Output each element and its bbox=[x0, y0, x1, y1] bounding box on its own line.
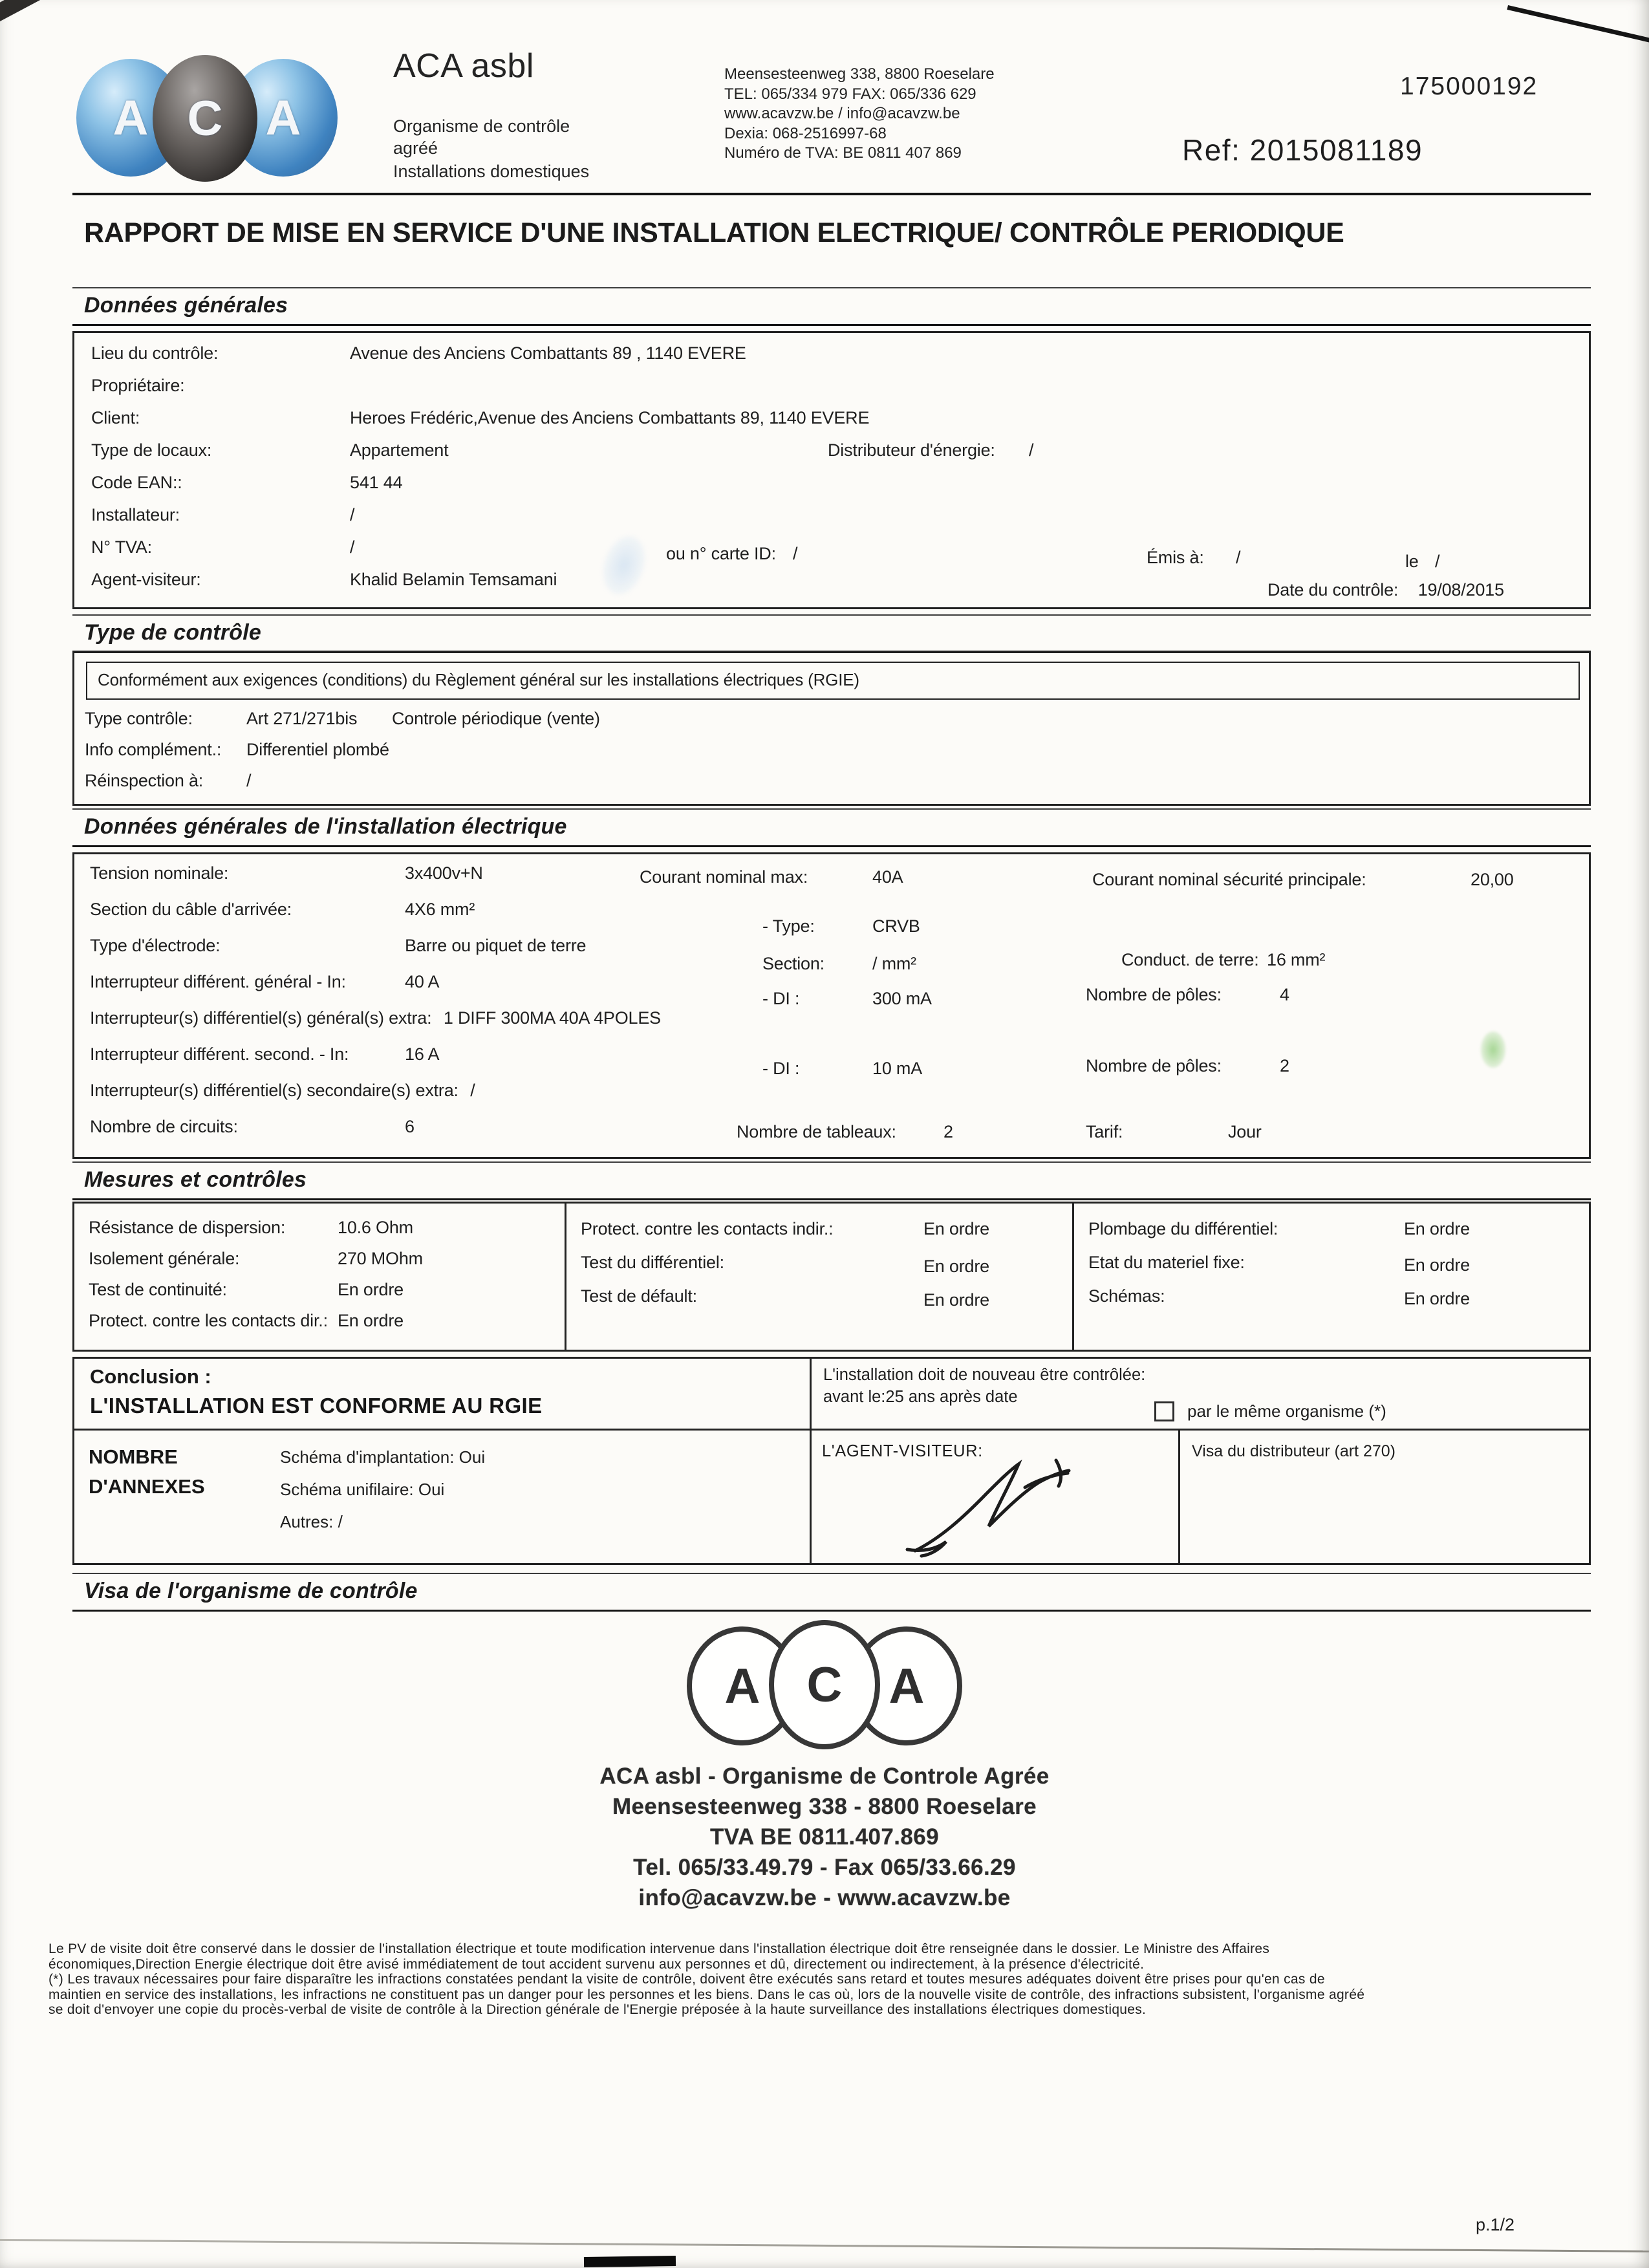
field-label: Résistance de dispersion: bbox=[89, 1218, 286, 1237]
field-value: 300 mA bbox=[872, 989, 932, 1008]
agent-signature-cell bbox=[812, 1431, 1180, 1565]
row-nombre-circuits bbox=[90, 1117, 1589, 1153]
field-label: Réinspection à: bbox=[85, 771, 204, 790]
stamp-letter: A bbox=[724, 1658, 760, 1714]
agent-visiteur-label: L'AGENT-VISITEUR: bbox=[822, 1442, 983, 1460]
recheck-cell bbox=[812, 1359, 1589, 1429]
field-label: Conduct. de terre: bbox=[1121, 950, 1259, 969]
legal-footnote bbox=[48, 1941, 1633, 2018]
field-value: / bbox=[1435, 552, 1440, 571]
field-label: Section du câble d'arrivée: bbox=[90, 900, 292, 919]
annexes-list bbox=[244, 1431, 485, 1565]
field-value: 40 A bbox=[405, 972, 440, 991]
field-value: / mm² bbox=[872, 954, 916, 973]
contact-line: Dexia: 068-2516997-68 bbox=[724, 124, 887, 142]
field-value: Differentiel plombé bbox=[246, 740, 389, 759]
field-value: 10 mA bbox=[872, 1059, 923, 1078]
field-label: Lieu du contrôle: bbox=[91, 343, 219, 363]
section-box-installation bbox=[72, 852, 1591, 1159]
page-title: RAPPORT DE MISE EN SERVICE D'UNE INSTALLATION ELECTRIQUE/ CONTRÔLE PERIODIQUE bbox=[84, 217, 1344, 248]
scan-artifact-top-right-line bbox=[1507, 5, 1649, 45]
field-value: / bbox=[246, 771, 252, 790]
checkbox-label: par le même organisme (*) bbox=[1187, 1401, 1386, 1421]
field-value: 19/08/2015 bbox=[1417, 580, 1504, 599]
field-label: Installateur: bbox=[91, 505, 180, 524]
field-value: Controle périodique (vente) bbox=[392, 709, 600, 728]
row-test-defaut bbox=[581, 1286, 1072, 1320]
field-value: 4 bbox=[1280, 985, 1289, 1004]
annexe-item: Schéma unifilaire: Oui bbox=[280, 1480, 445, 1499]
field-value: En ordre bbox=[338, 1280, 404, 1299]
field-value: 270 MOhm bbox=[338, 1249, 423, 1268]
row-proprietaire bbox=[91, 376, 1589, 408]
field-label: Test de défault: bbox=[581, 1286, 697, 1306]
field-value: 6 bbox=[405, 1117, 415, 1136]
section-box-type-de-controle bbox=[72, 651, 1591, 806]
section-box-donnees-generales bbox=[72, 331, 1591, 609]
footnote-line: Le PV de visite doit être conservé dans le dossier de l'installation électrique et toute modification intervenue dans l'installation électrique doit être renseignée dans le dossier. Le Ministre des Affaires bbox=[48, 1941, 1270, 1956]
field-value: 20,00 bbox=[1471, 870, 1514, 889]
scan-artifact-top-left bbox=[0, 0, 43, 23]
field-label: Nombre de pôles: bbox=[1086, 1056, 1222, 1075]
field-label: Nombre de pôles: bbox=[1086, 985, 1222, 1004]
field-label: Section: bbox=[762, 954, 824, 973]
same-organisme-option bbox=[1154, 1401, 1386, 1421]
field-value: Appartement bbox=[350, 440, 449, 460]
section-heading-mesures: Mesures et contrôles bbox=[72, 1161, 1591, 1200]
row-lieu-du-controle bbox=[91, 343, 1589, 376]
row-installateur bbox=[91, 505, 1589, 537]
field-value: / bbox=[350, 505, 355, 524]
stamp-letter: A bbox=[889, 1658, 925, 1714]
field-value: / bbox=[793, 544, 798, 563]
conclusion-statement: L'INSTALLATION EST CONFORME AU RGIE bbox=[90, 1394, 543, 1418]
row-etat-materiel-fixe bbox=[1088, 1253, 1589, 1286]
annexe-item: Schéma d'implantation: Oui bbox=[280, 1447, 486, 1467]
field-label: Courant nominal max: bbox=[640, 867, 808, 887]
scan-artifact-bottom-bar bbox=[584, 2256, 676, 2267]
contact-line: TEL: 065/334 979 FAX: 065/336 629 bbox=[724, 85, 976, 103]
footnote-line: (*) Les travaux nécessaires pour faire disparaître les infractions constatées pendant la visite de contrôle, doivent être exécutés sans retard et toutes mesures adéquates doivent être prises pour qu'en cas de bbox=[48, 1972, 1325, 1987]
field-label: Date du contrôle: bbox=[1267, 580, 1399, 599]
field-label: Schémas: bbox=[1088, 1286, 1165, 1306]
mesures-column-1 bbox=[74, 1204, 566, 1350]
field-label: Agent-visiteur: bbox=[91, 570, 201, 589]
field-label: Nombre de tableaux: bbox=[737, 1122, 896, 1141]
row-type-de-locaux bbox=[91, 440, 1589, 473]
scan-artifact-bottom-edge bbox=[0, 2239, 1649, 2252]
org-name: ACA asbl bbox=[393, 47, 534, 85]
field-value: En ordre bbox=[338, 1311, 404, 1330]
conclusion-title: Conclusion : bbox=[90, 1365, 211, 1388]
field-label: Protect. contre les contacts indir.: bbox=[581, 1219, 834, 1238]
field-value: / bbox=[470, 1081, 475, 1100]
row-type-controle bbox=[85, 709, 1589, 740]
field-label: Nombre de circuits: bbox=[90, 1117, 238, 1136]
footnote-line: économiques,Direction Energie électrique doit être avisé immédiatement de tout accident survenu aux personnes et dû, directement ou indirectement, à la présence d'électricité. bbox=[48, 1956, 1145, 1972]
field-label: Type de locaux: bbox=[91, 440, 212, 460]
field-value: Heroes Frédéric,Avenue des Anciens Combattants 89, 1140 EVERE bbox=[350, 408, 870, 427]
field-label: ou n° carte ID: bbox=[666, 544, 776, 563]
row-date-du-controle bbox=[1267, 580, 1504, 599]
annexes-title-line: NOMBRE bbox=[89, 1445, 178, 1468]
row-differentiel-general-extra bbox=[90, 1008, 1589, 1044]
field-value: En ordre bbox=[1404, 1219, 1470, 1238]
field-value: CRVB bbox=[872, 916, 920, 936]
row-resistance-dispersion bbox=[89, 1218, 565, 1249]
row-protect-contacts-indir bbox=[581, 1219, 1072, 1253]
row-interrupteur-second bbox=[90, 1044, 1589, 1081]
stamp-ellipse-middle bbox=[769, 1620, 880, 1749]
conclusion-row-1 bbox=[74, 1359, 1589, 1431]
row-schemas bbox=[1088, 1286, 1589, 1320]
org-subtitle: Organisme de contrôle agréé bbox=[393, 116, 570, 158]
conclusion-table bbox=[72, 1357, 1591, 1565]
field-label: Isolement générale: bbox=[89, 1249, 240, 1268]
recheck-line: L'installation doit de nouveau être contrôlée: bbox=[823, 1366, 1146, 1384]
visa-distributeur-cell bbox=[1180, 1431, 1589, 1565]
mesures-column-3 bbox=[1074, 1204, 1589, 1350]
field-label: Plombage du différentiel: bbox=[1088, 1219, 1278, 1238]
field-label: Etat du materiel fixe: bbox=[1088, 1253, 1245, 1272]
annexe-item: Autres: / bbox=[280, 1512, 343, 1531]
row-plombage-differentiel bbox=[1088, 1219, 1589, 1253]
field-label: Courant nominal sécurité principale: bbox=[1092, 870, 1366, 889]
document-number: 175000192 bbox=[1400, 72, 1538, 100]
footnote-line: se doit d'envoyer une copie du procès-verbal de visite de contrôle à la Direction générale de l'Energie préposée à la haute surveillance des installations électriques domestiques. bbox=[48, 2002, 1147, 2017]
row-test-differentiel bbox=[581, 1253, 1072, 1286]
logo-letter: A bbox=[113, 90, 149, 146]
field-label: Distributeur d'énergie: bbox=[828, 440, 995, 460]
section-heading-type-de-controle: Type de contrôle bbox=[72, 614, 1591, 653]
footnote-line: maintien en service des installations, les infractions ne constituent pas un danger pour les personnes et les biens. Dans le cas où, lors de la nouvelle visite de contrôle, des infractions subsistent, l'organisme agréé bbox=[48, 1987, 1365, 2002]
logo-letter: C bbox=[187, 91, 223, 146]
row-type-electrode bbox=[90, 936, 1589, 972]
organisme-stamp bbox=[372, 1620, 1277, 1913]
row-tva bbox=[91, 537, 1589, 570]
field-label: Protect. contre les contacts dir.: bbox=[89, 1311, 328, 1330]
field-value: En ordre bbox=[1404, 1255, 1470, 1275]
visa-distributeur-label: Visa du distributeur (art 270) bbox=[1192, 1442, 1396, 1460]
stamp-logo-icon bbox=[687, 1620, 962, 1751]
org-subtitle-2: Installations domestiques bbox=[393, 162, 590, 181]
logo-letter: A bbox=[265, 90, 301, 146]
field-label: Info complément.: bbox=[85, 740, 222, 759]
checkbox-icon[interactable] bbox=[1154, 1401, 1174, 1421]
field-value: En ordre bbox=[1404, 1289, 1470, 1308]
stamp-line: TVA BE 0811.407.869 bbox=[710, 1824, 939, 1850]
mesures-column-2 bbox=[566, 1204, 1074, 1350]
field-value: Jour bbox=[1228, 1122, 1262, 1141]
contact-line: Meensesteenweg 338, 8800 Roeselare bbox=[724, 65, 995, 83]
field-label: Tension nominale: bbox=[90, 863, 229, 883]
field-value: Avenue des Anciens Combattants 89 , 1140 EVERE bbox=[350, 343, 746, 363]
field-label: Émis à: bbox=[1147, 548, 1204, 567]
stamp-text bbox=[372, 1761, 1277, 1913]
field-label: - DI : bbox=[762, 989, 800, 1008]
field-label: - Type: bbox=[762, 916, 815, 936]
field-value: 2 bbox=[1280, 1056, 1289, 1075]
recheck-line: avant le:25 ans après date bbox=[823, 1388, 1018, 1406]
stamp-line: ACA asbl - Organisme de Controle Agrée bbox=[599, 1764, 1050, 1789]
field-value: 4X6 mm² bbox=[405, 900, 475, 919]
section-heading-installation: Données générales de l'installation électrique bbox=[72, 808, 1591, 847]
row-differentiel-secondaire-extra bbox=[90, 1081, 1589, 1117]
row-interrupteur-general bbox=[90, 972, 1589, 1008]
header-divider bbox=[72, 193, 1591, 195]
stamp-line: Meensesteenweg 338 - 8800 Roeselare bbox=[612, 1794, 1037, 1819]
field-value: 1 DIFF 300MA 40A 4POLES bbox=[443, 1008, 661, 1028]
annexes-title bbox=[74, 1431, 244, 1565]
field-label: - DI : bbox=[762, 1059, 800, 1078]
section-heading-visa: Visa de l'organisme de contrôle bbox=[72, 1573, 1591, 1612]
field-label: Type d'électrode: bbox=[90, 936, 221, 955]
section-heading-donnees-generales: Données générales bbox=[72, 287, 1591, 326]
contact-block bbox=[724, 65, 995, 164]
stamp-line: Tel. 065/33.49.79 - Fax 065/33.66.29 bbox=[633, 1855, 1016, 1880]
field-value: / bbox=[1236, 548, 1241, 567]
conclusion-cell bbox=[74, 1359, 812, 1429]
field-value: En ordre bbox=[923, 1257, 989, 1276]
field-value: 541 44 bbox=[350, 473, 403, 492]
field-value: En ordre bbox=[923, 1290, 989, 1310]
field-label: Client: bbox=[91, 408, 140, 427]
agent-signature bbox=[896, 1447, 1096, 1564]
contact-line: Numéro de TVA: BE 0811 407 869 bbox=[724, 144, 962, 162]
reference-number: Ref: 2015081189 bbox=[1182, 133, 1423, 167]
scan-artifact-green-smudge bbox=[1481, 1031, 1505, 1068]
field-value: Art 271/271bis bbox=[246, 709, 358, 728]
field-value: / bbox=[350, 537, 355, 557]
row-protect-contacts-dir bbox=[89, 1311, 565, 1342]
field-label: Test du différentiel: bbox=[581, 1253, 724, 1272]
field-value: 40A bbox=[872, 867, 903, 887]
field-label: Interrupteur(s) différentiel(s) général(s) extra: bbox=[90, 1008, 432, 1028]
field-value: 3x400v+N bbox=[405, 863, 483, 883]
annexes-cell bbox=[74, 1431, 812, 1565]
field-value: 2 bbox=[943, 1122, 953, 1141]
row-test-continuite bbox=[89, 1280, 565, 1311]
field-value: Khalid Belamin Temsamani bbox=[350, 570, 557, 589]
page-number: p.1/2 bbox=[1476, 2215, 1515, 2234]
aca-logo-icon bbox=[76, 55, 335, 178]
row-reinspection bbox=[85, 771, 1589, 802]
contact-line: www.acavzw.be / info@acavzw.be bbox=[724, 105, 960, 122]
field-value: Barre ou piquet de terre bbox=[405, 936, 587, 955]
logo-ellipse-middle bbox=[153, 55, 257, 182]
section-box-mesures bbox=[72, 1202, 1591, 1352]
conclusion-row-2 bbox=[74, 1431, 1589, 1565]
field-label: Interrupteur différent. second. - In: bbox=[90, 1044, 349, 1064]
row-tension-nominale bbox=[90, 863, 1589, 900]
field-label: Interrupteur(s) différentiel(s) secondaire(s) extra: bbox=[90, 1081, 458, 1100]
annexes-title-line: D'ANNEXES bbox=[89, 1475, 205, 1498]
field-value: 10.6 Ohm bbox=[338, 1218, 413, 1237]
field-label: Code EAN:: bbox=[91, 473, 182, 492]
field-label: le bbox=[1405, 552, 1419, 571]
field-value: En ordre bbox=[923, 1219, 989, 1238]
field-value: 16 mm² bbox=[1267, 950, 1326, 969]
field-label: N° TVA: bbox=[91, 537, 152, 557]
stamp-letter: C bbox=[806, 1657, 843, 1712]
field-label: Interrupteur différent. général - In: bbox=[90, 972, 346, 991]
row-code-ean bbox=[91, 473, 1589, 505]
field-label: Test de continuité: bbox=[89, 1280, 227, 1299]
field-label: Type contrôle: bbox=[85, 709, 193, 728]
row-isolement-generale bbox=[89, 1249, 565, 1280]
field-value: 16 A bbox=[405, 1044, 440, 1064]
row-client bbox=[91, 408, 1589, 440]
stamp-line: info@acavzw.be - www.acavzw.be bbox=[638, 1885, 1011, 1910]
field-value: / bbox=[1029, 440, 1034, 460]
conformity-note: Conformément aux exigences (conditions) du Règlement général sur les installations électriques (RGIE) bbox=[86, 662, 1580, 700]
tc-rows bbox=[85, 709, 1589, 802]
field-label: Propriétaire: bbox=[91, 376, 185, 395]
row-section-cable bbox=[90, 900, 1589, 936]
row-info-complement bbox=[85, 740, 1589, 771]
field-label: Tarif: bbox=[1086, 1122, 1123, 1141]
